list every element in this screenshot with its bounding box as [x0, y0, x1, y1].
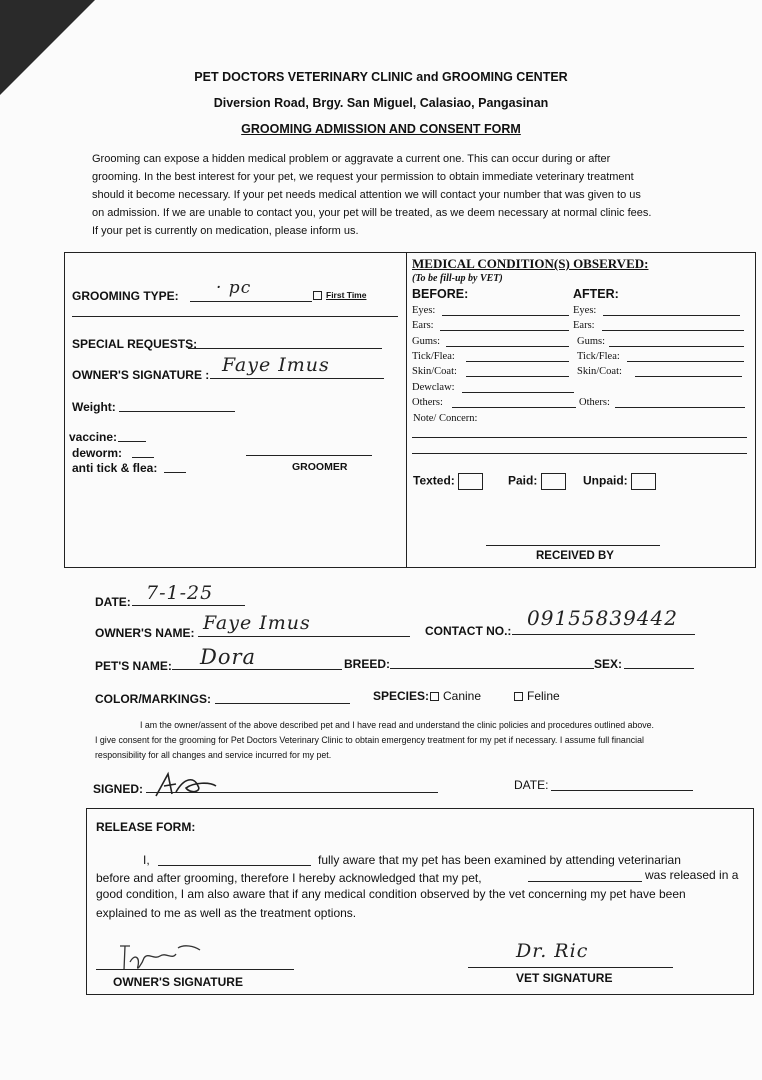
- note-line-1[interactable]: [412, 437, 747, 438]
- before-others-label: Others:: [412, 397, 443, 408]
- after-skincoat-label: Skin/Coat:: [577, 366, 622, 377]
- date-line[interactable]: [132, 605, 245, 606]
- anti-tick-line[interactable]: [164, 472, 186, 473]
- pet-name-line[interactable]: [172, 669, 342, 670]
- first-time-option[interactable]: [313, 290, 366, 300]
- before-eyes-line[interactable]: [442, 315, 569, 316]
- owner-signature-label: OWNER'S SIGNATURE :: [72, 368, 210, 382]
- vet-signature-label: VET SIGNATURE: [516, 971, 613, 985]
- owner-signature-release-line[interactable]: [96, 969, 294, 970]
- species-label: SPECIES:: [373, 689, 430, 703]
- vet-signature-line[interactable]: [468, 967, 673, 968]
- intro-line-2: grooming. In the best interest for your pet, we request your permission to obtain immediate veterinary treatment: [92, 171, 634, 183]
- feline-checkbox[interactable]: [514, 692, 523, 701]
- after-others-label: Others:: [579, 397, 610, 408]
- before-ears-label: Ears:: [412, 320, 434, 331]
- paid-label: Paid:: [508, 473, 538, 488]
- unpaid-checkbox[interactable]: [631, 473, 656, 490]
- medical-title: MEDICAL CONDITION(S) OBSERVED:: [412, 256, 649, 271]
- intro-line-1: Grooming can expose a hidden medical problem or aggravate a current one. This can occur during or after: [92, 153, 611, 165]
- panel-divider: [406, 252, 407, 567]
- vaccine-line[interactable]: [118, 441, 146, 442]
- medical-subtitle: (To be fill-up by VET): [412, 273, 503, 284]
- color-markings-label: COLOR/MARKINGS:: [95, 692, 211, 706]
- weight-label: Weight:: [72, 400, 116, 414]
- paid-option[interactable]: [508, 473, 566, 490]
- before-gums-line[interactable]: [446, 346, 569, 347]
- note-line-2[interactable]: [412, 453, 747, 454]
- vaccine-label: vaccine:: [69, 430, 118, 444]
- anti-tick-label: anti tick & flea:: [72, 461, 158, 475]
- contact-label: CONTACT NO.:: [425, 624, 512, 638]
- sex-label: SEX:: [594, 657, 623, 671]
- intro-line-4: on admission. If we are unable to contact you, your pet will be treated, as we deem necessary at normal clinic fees.: [92, 207, 652, 219]
- signed-signature-drawing: [150, 768, 220, 802]
- grooming-type-line: [190, 301, 312, 302]
- before-dewclaw-label: Dewclaw:: [412, 382, 455, 393]
- canine-option[interactable]: [430, 689, 481, 703]
- first-time-label: First Time: [326, 290, 367, 300]
- canine-label: Canine: [443, 689, 482, 703]
- clinic-address: Diversion Road, Brgy. San Miguel, Calasiao, Pangasinan: [213, 96, 549, 110]
- after-eyes-line[interactable]: [603, 315, 740, 316]
- after-ears-line[interactable]: [602, 330, 744, 331]
- signed-date-label: DATE:: [514, 778, 549, 792]
- contact-line[interactable]: [512, 634, 695, 635]
- owner-signature-value[interactable]: Faye Imus: [222, 354, 330, 376]
- owner-name-label: OWNER'S NAME:: [95, 626, 195, 640]
- special-requests-line[interactable]: [188, 348, 382, 349]
- owner-name-line[interactable]: [198, 636, 410, 637]
- release-owner-name-line[interactable]: [158, 865, 311, 866]
- before-tickflea-line[interactable]: [466, 361, 569, 362]
- after-tickflea-line[interactable]: [627, 361, 744, 362]
- release-pet-name-line[interactable]: [528, 881, 642, 882]
- unpaid-label: Unpaid:: [583, 473, 628, 488]
- release-line4: explained to me as well as the treatment options.: [96, 906, 357, 920]
- before-others-line[interactable]: [452, 407, 576, 408]
- after-gums-line[interactable]: [609, 346, 744, 347]
- after-others-line[interactable]: [615, 407, 745, 408]
- feline-option[interactable]: [514, 689, 560, 703]
- note-concern-label: Note/ Concern:: [413, 413, 478, 424]
- date-label: DATE:: [95, 595, 131, 609]
- after-gums-label: Gums:: [577, 336, 606, 347]
- groomer-line[interactable]: [246, 455, 372, 456]
- release-line1-a: I,: [143, 853, 150, 867]
- signed-label: SIGNED:: [93, 782, 144, 796]
- feline-label: Feline: [527, 689, 560, 703]
- texted-checkbox[interactable]: [458, 473, 483, 490]
- unpaid-option[interactable]: [583, 473, 656, 490]
- received-by-line[interactable]: [486, 545, 660, 546]
- release-line2-a: before and after grooming, therefore I hereby acknowledged that my pet,: [96, 871, 482, 885]
- owner-signature-line[interactable]: [210, 378, 384, 379]
- pet-name-label: PET'S NAME:: [95, 659, 172, 673]
- vet-signature-value[interactable]: Dr. Ric: [516, 940, 589, 962]
- before-gums-label: Gums:: [412, 336, 441, 347]
- first-time-checkbox[interactable]: [313, 291, 322, 300]
- pet-name-value[interactable]: Dora: [200, 645, 257, 669]
- owner-signature-release-label: OWNER'S SIGNATURE: [113, 975, 243, 989]
- release-line2-b: was released in a: [645, 868, 739, 882]
- consent-line-2: I give consent for the grooming for Pet Doctors Veterinary Clinic to obtain emergency treatment for my pet if necessary. I assume full financial: [95, 735, 644, 745]
- before-tickflea-label: Tick/Flea:: [412, 351, 455, 362]
- breed-line[interactable]: [390, 668, 594, 669]
- texted-option[interactable]: [413, 473, 483, 490]
- deworm-label: deworm:: [72, 446, 123, 460]
- grooming-type-label: GROOMING TYPE:: [72, 289, 179, 303]
- after-eyes-label: Eyes:: [573, 305, 597, 316]
- release-line1-b: fully aware that my pet has been examined by attending veterinarian: [318, 853, 681, 867]
- color-markings-line[interactable]: [215, 703, 350, 704]
- before-skincoat-label: Skin/Coat:: [412, 366, 457, 377]
- grooming-extra-line: [72, 316, 398, 317]
- after-skincoat-line[interactable]: [635, 376, 742, 377]
- before-ears-line[interactable]: [440, 330, 569, 331]
- intro-line-3: should it become necessary. If your pet needs medical attention we will contact your number that was given to us: [92, 189, 641, 201]
- received-by-label: RECEIVED BY: [536, 550, 614, 562]
- after-tickflea-label: Tick/Flea:: [577, 351, 620, 362]
- deworm-line[interactable]: [132, 457, 154, 458]
- consent-line-3: responsibility for all changes and service incurred for my pet.: [95, 750, 332, 760]
- date-value[interactable]: 7-1-25: [146, 582, 214, 604]
- contact-value[interactable]: 09155839442: [527, 606, 678, 630]
- grooming-type-value[interactable]: · pc: [216, 278, 252, 298]
- before-label: BEFORE:: [412, 287, 469, 301]
- weight-line[interactable]: [119, 411, 235, 412]
- after-ears-label: Ears:: [573, 320, 595, 331]
- clinic-name: PET DOCTORS VETERINARY CLINIC and GROOMING CENTER: [194, 70, 568, 84]
- texted-label: Texted:: [413, 473, 455, 488]
- owner-name-value[interactable]: Faye Imus: [203, 612, 311, 634]
- breed-label: BREED:: [344, 657, 391, 671]
- before-dewclaw-line[interactable]: [462, 392, 574, 393]
- form-title: GROOMING ADMISSION AND CONSENT FORM: [241, 122, 521, 136]
- paid-checkbox[interactable]: [541, 473, 566, 490]
- groomer-label: GROOMER: [292, 461, 348, 473]
- special-requests-label: SPECIAL REQUESTS:: [72, 337, 198, 351]
- sex-line[interactable]: [624, 668, 694, 669]
- intro-line-5: If your pet is currently on medication, please inform us.: [92, 225, 359, 237]
- after-label: AFTER:: [573, 287, 619, 301]
- release-title: RELEASE FORM:: [96, 820, 196, 834]
- release-line3: good condition, I am also aware that if any medical condition observed by the vet concerning my pet have been: [96, 887, 686, 901]
- consent-line-1: I am the owner/assent of the above described pet and I have read and understand the clinic policies and procedures outlined above.: [140, 720, 654, 730]
- before-skincoat-line[interactable]: [466, 376, 569, 377]
- before-eyes-label: Eyes:: [412, 305, 436, 316]
- signed-date-line[interactable]: [551, 790, 693, 791]
- canine-checkbox[interactable]: [430, 692, 439, 701]
